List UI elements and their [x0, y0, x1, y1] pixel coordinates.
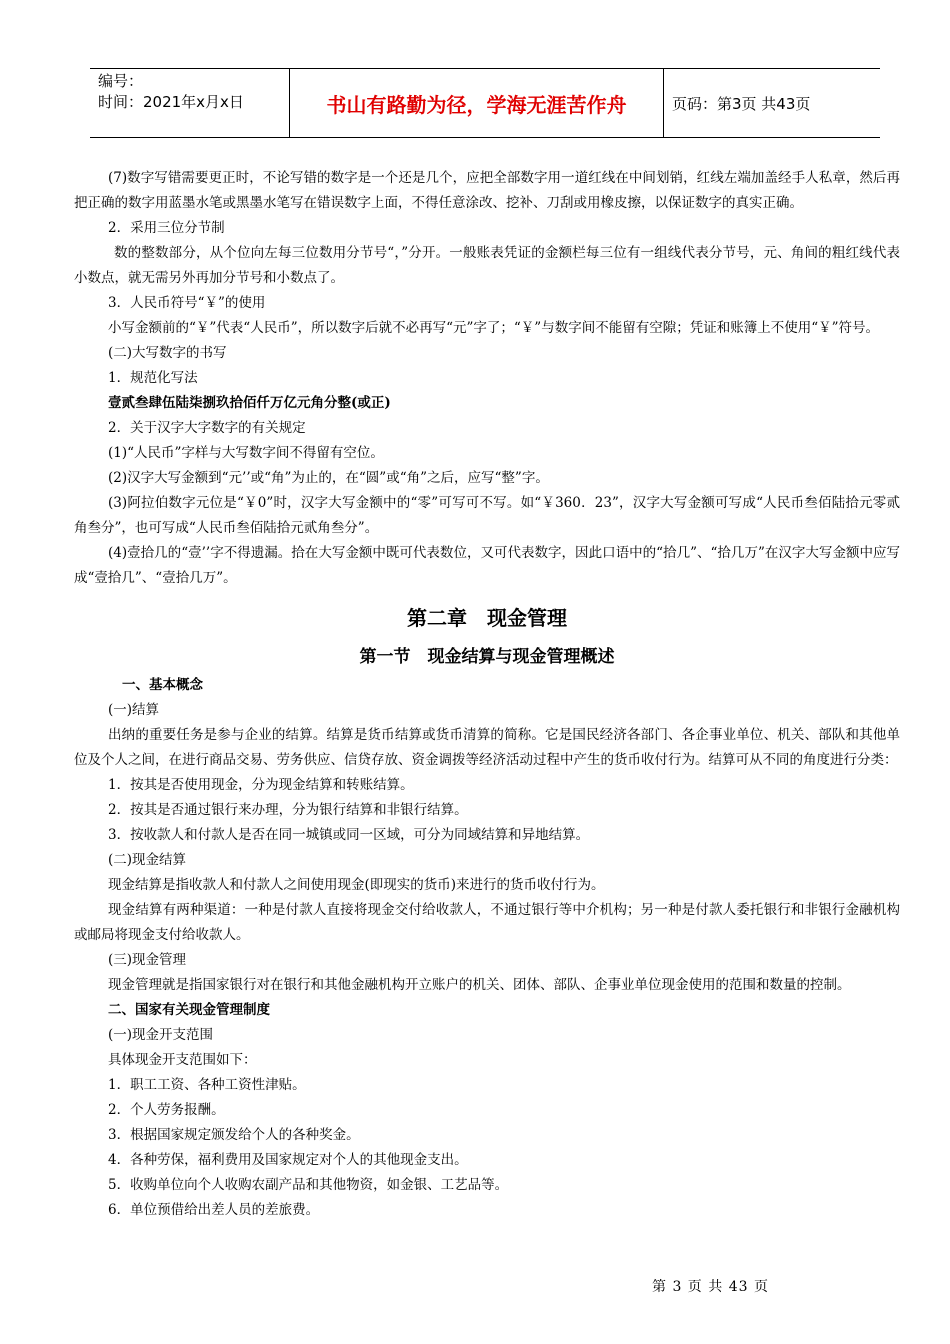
paragraph: 具体现金开支范围如下：: [108, 1052, 257, 1068]
paragraph: (3)阿拉伯数字元位是“￥0”时，汉字大写金额中的“零”可写可不写。如“￥360．23”，汉字大写金额可写成“人民币叁佰陆拾元零贰角叁分”，也可写成“人民币叁佰陆拾元贰角叁分”。: [74, 495, 900, 536]
paragraph: 现金结算是指收款人和付款人之间使用现金(即现实的货币)来进行的货币收付行为。: [108, 877, 605, 893]
paragraph: 现金结算有两种渠道：一种是付款人直接将现金交付给收款人，不通过银行等中介机构；另一种是付款人委托银行和非银行金融机构或邮局将现金支付给收款人。: [74, 902, 900, 943]
body-content: [74, 166, 900, 1223]
page-footer: 第 3 页 共 43 页: [652, 1279, 769, 1295]
section-title: 第一节 现金结算与现金管理概述: [359, 647, 615, 667]
list-item: 6．单位预借给出差人员的差旅费。: [108, 1202, 320, 1218]
paragraph: 2．关于汉字大字数字的有关规定: [108, 420, 306, 436]
paragraph: (三)现金管理: [108, 952, 187, 968]
header-page-info: 页码：第3页 共43页: [672, 94, 811, 113]
paragraph: 出纳的重要任务是参与企业的结算。结算是货币结算或货币清算的简称。它是国民经济各部门、各企事业单位、机关、部队和其他单位及个人之间，在进行商品交易、劳务供应、信贷存放、资金调拨等经济活动过程中产生的货币收付行为。结算可从不同的角度进行分类：: [74, 727, 900, 768]
list-item: 1．职工工资、各种工资性津贴。: [108, 1077, 306, 1093]
paragraph: 2．采用三位分节制: [108, 220, 225, 236]
paragraph: 数的整数部分，从个位向左每三位数用分节号“，”分开。一般账表凭证的金额栏每三位有一组线代表分节号，元、角间的粗红线代表小数点，就无需另外再加分节号和小数点了。: [74, 245, 900, 286]
list-item: 5．收购单位向个人收购农副产品和其他物资，如金银、工艺品等。: [108, 1177, 509, 1193]
list-item: 4．各种劳保，福利费用及国家规定对个人的其他现金支出。: [108, 1152, 468, 1168]
paragraph-bold: 壹贰叁肆伍陆柒捌玖拾佰仟万亿元角分整(或正): [108, 395, 391, 411]
time-label: 时间：2021年x月x日: [98, 93, 244, 111]
paragraph: 3．按收款人和付款人是否在同一城镇或同一区域，可分为同域结算和异地结算。: [108, 827, 590, 843]
paragraph: 1．规范化写法: [108, 370, 198, 386]
paragraph: (二)大写数字的书写: [108, 345, 227, 361]
paragraph: (二)现金结算: [108, 852, 187, 868]
paragraph: (1)“人民币”字样与大写数字间不得留有空位。: [108, 445, 384, 461]
paragraph: (一)现金开支范围: [108, 1027, 214, 1043]
paragraph: 3．人民币符号“￥”的使用: [108, 295, 266, 311]
subheading: 二、国家有关现金管理制度: [108, 1002, 270, 1018]
paragraph: 1．按其是否使用现金，分为现金结算和转账结算。: [108, 777, 414, 793]
paragraph: (4)壹拾几的“壹’’字不得遗漏。拾在大写金额中既可代表数位，又可代表数字，因此口语中的“拾几”、“拾几万”在汉字大写金额中应写成“壹拾几”、“壹拾几万”。: [74, 545, 900, 586]
paragraph: (一)结算: [108, 702, 160, 718]
list-item: 3．根据国家规定颁发给个人的各种奖金。: [108, 1127, 360, 1143]
paragraph: (2)汉字大写金额到“元’’或“角”为止的，在“圆”或“角”之后，应写“整”字。: [108, 470, 549, 486]
header-motto: 书山有路勤为径，学海无涯苦作舟: [290, 69, 664, 137]
list-item: 2．个人劳务报酬。: [108, 1102, 225, 1118]
header-table: [90, 68, 880, 138]
paragraph: 现金管理就是指国家银行对在银行和其他金融机构开立账户的机关、团体、部队、企事业单位现金使用的范围和数量的控制。: [108, 977, 851, 993]
code-label: 编号：: [98, 72, 144, 90]
chapter-title: 第二章 现金管理: [407, 606, 567, 630]
header-meta: [90, 69, 290, 137]
subheading: 一、基本概念: [122, 677, 203, 693]
paragraph: 小写金额前的“￥”代表“人民币”，所以数字后就不必再写“元”字了；“￥”与数字间不能留有空隙；凭证和账簿上不使用“￥”符号。: [108, 320, 880, 336]
paragraph: (7)数字写错需要更正时，不论写错的数字是一个还是几个，应把全部数字用一道红线在中间划销，红线左端加盖经手人私章，然后再把正确的数字用蓝墨水笔或黑墨水笔写在错误数字上面，不得任意涂改、挖补、刀刮或用橡皮擦，以保证数字的真实正确。: [74, 170, 900, 211]
paragraph: 2．按其是否通过银行来办理，分为银行结算和非银行结算。: [108, 802, 468, 818]
